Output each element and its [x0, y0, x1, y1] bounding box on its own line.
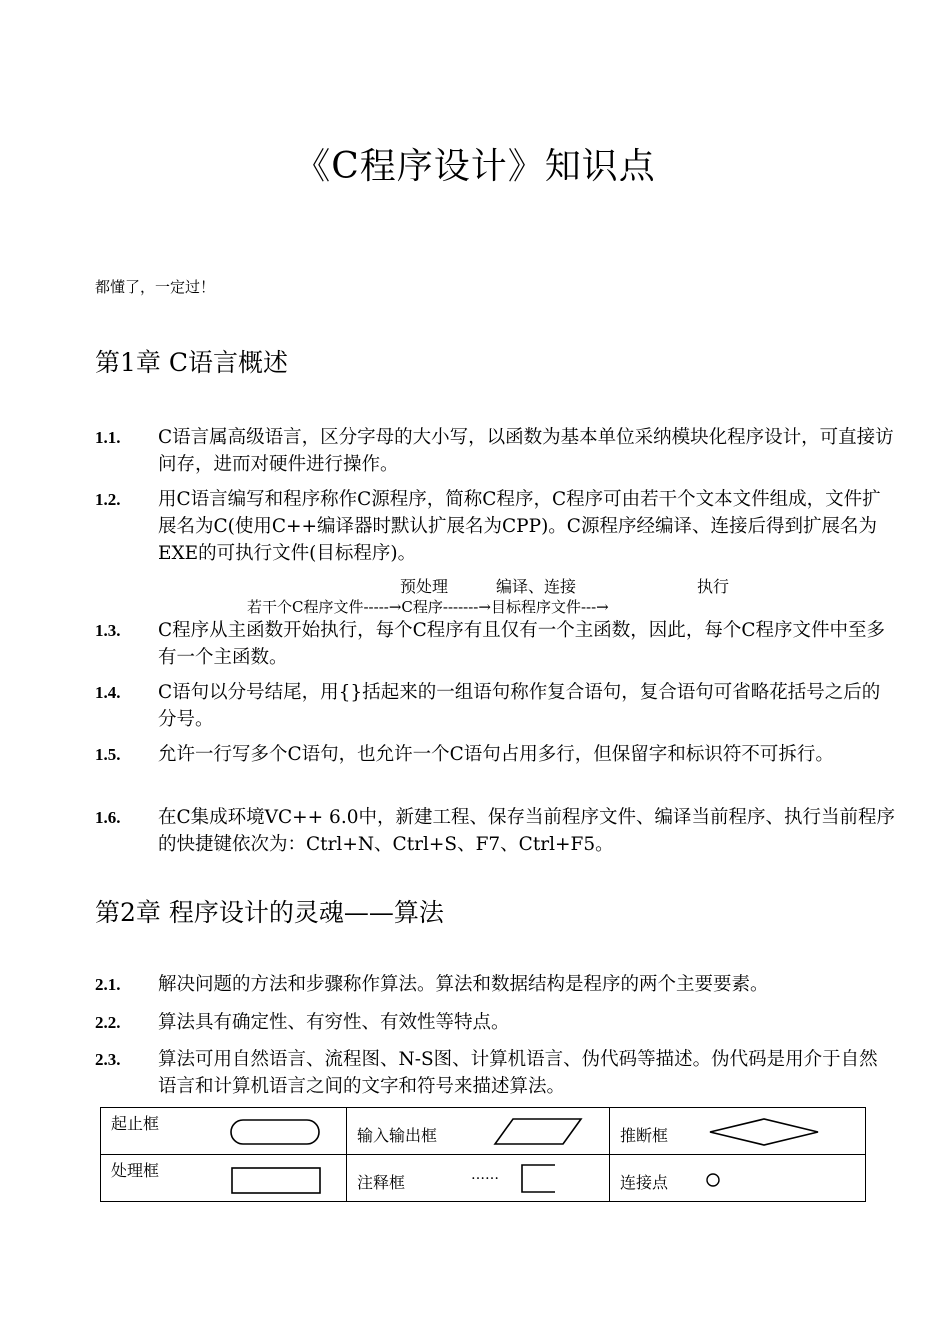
item-number: 1.6.	[95, 808, 121, 827]
item-number: 2.3.	[95, 1050, 121, 1069]
item-text: 允许一行写多个C语句，也允许一个C语句占用多行，但保留字和标识符不可拆行。	[158, 744, 834, 765]
symbol-label-decision: 推断框	[620, 1126, 669, 1145]
symbol-label-comment: 注释框	[357, 1173, 406, 1192]
list-item	[95, 804, 895, 858]
list-item	[95, 486, 895, 567]
rectangle-shape-icon	[230, 1166, 324, 1196]
item-number: 2.2.	[95, 1013, 121, 1032]
symbol-cell-connector	[610, 1155, 866, 1202]
item-text: C语言属高级语言，区分字母的大小写，以函数为基本单位采纳模块化程序设计，可直接访问存，进而对硬件进行操作。	[158, 427, 894, 475]
item-text: 用C语言编写和程序称作C源程序，简称C程序，C程序可由若干个文本文件组成，文件扩展名为C(使用C++编译器时默认扩展名为CPP)。C源程序经编译、连接后得到扩展名为EXE的可执行文件(目标程序)。	[158, 489, 881, 564]
comment-bracket-icon	[519, 1163, 559, 1195]
symbol-cell-comment	[347, 1155, 610, 1202]
item-text: 解决问题的方法和步骤称作算法。算法和数据结构是程序的两个主要要素。	[158, 974, 769, 995]
symbol-label-io: 输入输出框	[357, 1126, 438, 1145]
item-number: 1.2.	[95, 490, 121, 509]
list-item	[95, 617, 895, 671]
list-item	[95, 741, 895, 768]
item-number: 1.1.	[95, 428, 121, 447]
item-number: 1.4.	[95, 683, 121, 702]
chapter-1-heading: 第1章 C语言概述	[95, 348, 288, 377]
list-item	[95, 1009, 895, 1036]
parallelogram-shape-icon	[493, 1117, 585, 1147]
page-title: 《C程序设计》知识点	[294, 146, 656, 187]
symbol-label-connector: 连接点	[620, 1173, 669, 1192]
terminator-shape-icon	[229, 1118, 323, 1148]
flow-arrow: -------→	[442, 598, 491, 616]
chapter-2-heading: 第2章 程序设计的灵魂——算法	[95, 898, 444, 927]
subtitle: 都懂了，一定过！	[95, 278, 216, 296]
flowchart-symbol-table	[100, 1107, 866, 1202]
flow-arrow: ---→	[580, 598, 609, 616]
item-number: 1.5.	[95, 745, 121, 764]
flow-program: C程序	[401, 598, 443, 616]
item-text: 算法具有确定性、有穷性、有效性等特点。	[158, 1012, 510, 1033]
flow-label-compile-link: 编译、连接	[496, 577, 577, 596]
list-item	[95, 424, 895, 478]
symbol-cell-process	[101, 1155, 347, 1202]
list-item	[95, 679, 895, 733]
item-text: 算法可用自然语言、流程图、N-S图、计算机语言、伪代码等描述。伪代码是用介于自然语言和计算机语言之间的文字和符号来描述算法。	[158, 1049, 878, 1097]
comment-dots: ……	[471, 1167, 499, 1183]
diamond-shape-icon	[708, 1117, 822, 1149]
flow-arrow: -----→	[363, 598, 402, 616]
flow-label-execute: 执行	[697, 577, 730, 596]
symbol-cell-io	[347, 1108, 610, 1155]
item-text: C程序从主函数开始执行，每个C程序有且仅有一个主函数，因此，每个C程序文件中至多有一个主函数。	[158, 620, 885, 668]
item-number: 2.1.	[95, 975, 121, 994]
item-number: 1.3.	[95, 621, 121, 640]
symbol-label-process: 处理框	[111, 1161, 160, 1180]
list-item	[95, 1046, 895, 1100]
compile-flow-line	[247, 596, 609, 617]
symbol-label-start-end: 起止框	[111, 1114, 160, 1133]
flow-label-preprocess: 预处理	[400, 577, 449, 596]
flow-source: 若干个C程序文件	[247, 598, 364, 616]
symbol-cell-decision	[610, 1108, 866, 1155]
flow-target: 目标程序文件	[490, 598, 581, 616]
symbol-cell-start-end	[101, 1108, 347, 1155]
connector-circle-icon	[705, 1172, 721, 1188]
item-text: C语句以分号结尾，用{}括起来的一组语句称作复合语句，复合语句可省略花括号之后的分号。	[158, 682, 881, 730]
item-text: 在C集成环境VC++ 6.0中，新建工程、保存当前程序文件、编译当前程序、执行当前程序的快捷键依次为：Ctrl+N、Ctrl+S、F7、Ctrl+F5。	[158, 807, 895, 855]
list-item	[95, 971, 895, 998]
